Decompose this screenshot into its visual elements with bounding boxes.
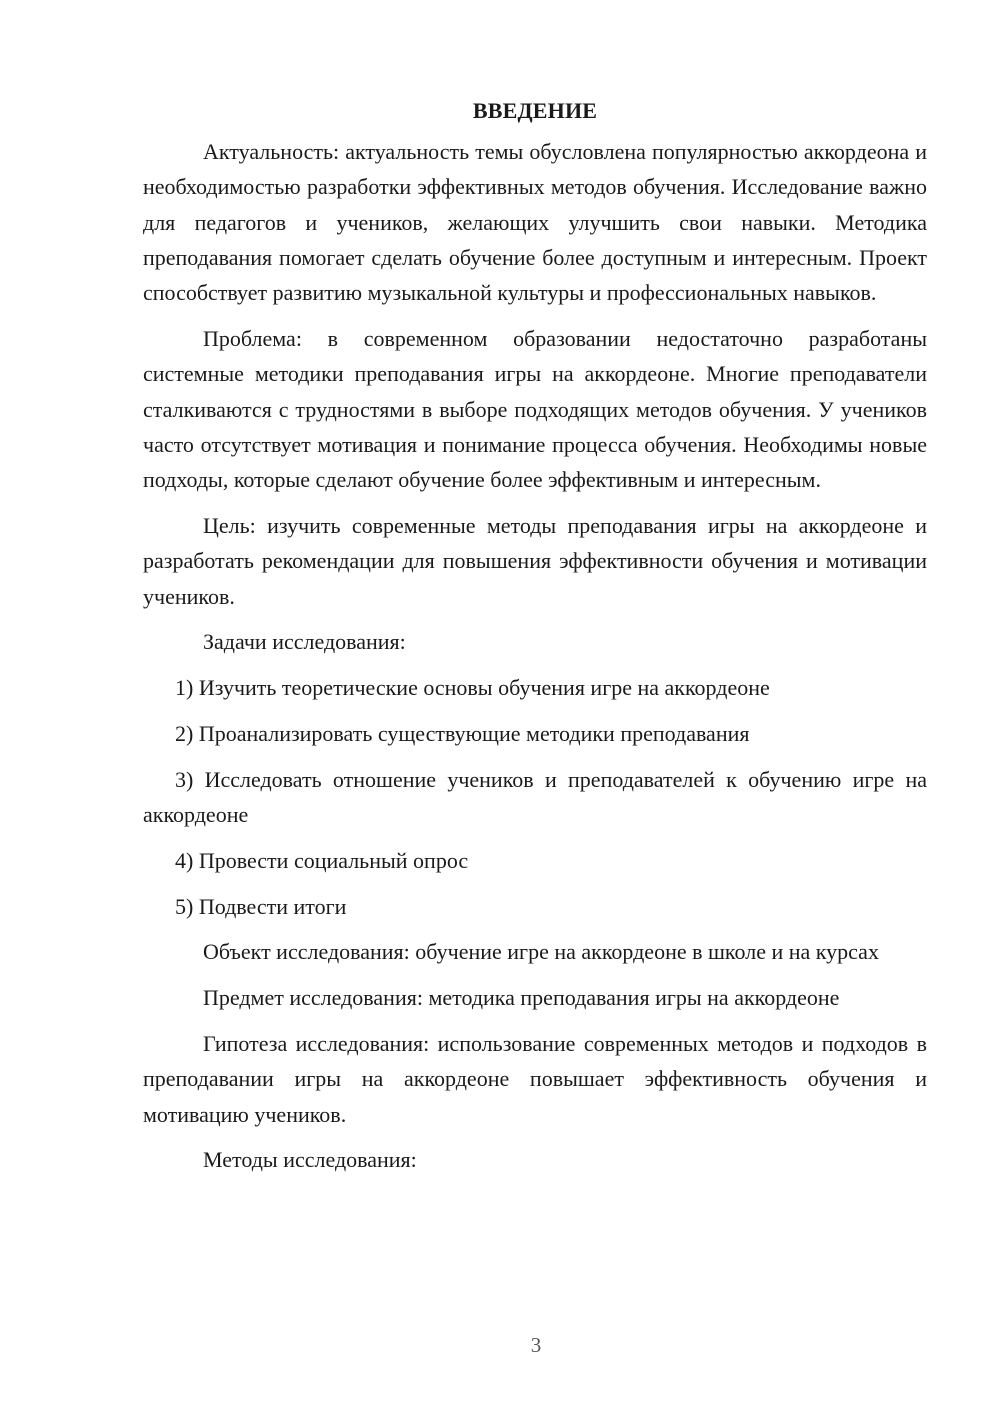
paragraph-methods: Методы исследования: bbox=[203, 1147, 417, 1173]
section-heading: ВВЕДЕНИЕ bbox=[472, 98, 598, 123]
paragraph-relevance: Актуальность: актуальность темы обусловлена популярностью аккордеона и необходимостью разработки эффективных методов обучения. Исследование важно для педагогов и учеников, желающих улучшить свои навыки. Методика преподавания помогает сделать обучение более доступным и интересным. Проект способствует развитию музыкальной культуры и профессиональных навыков. bbox=[143, 139, 927, 306]
list-item: 4) Провести социальный опрос bbox=[175, 847, 469, 873]
paragraph-hypothesis: Гипотеза исследования: использование современных методов и подходов в преподавании игры на аккордеоне повышает эффективность обучения и мотивацию учеников. bbox=[143, 1031, 927, 1127]
list-item: 1) Изучить теоретические основы обучения игре на аккордеоне bbox=[175, 675, 770, 701]
paragraph-goal: Цель: изучить современные методы преподавания игры на аккордеоне и разработать рекомендации для повышения эффективности обучения и мотивации учеников. bbox=[143, 512, 927, 609]
paragraph-subject: Предмет исследования: методика преподавания игры на аккордеоне bbox=[203, 985, 840, 1011]
list-item: 3) Исследовать отношение учеников и преподавателей к обучению игре на аккордеоне bbox=[143, 766, 927, 828]
paragraph-problem: Проблема: в современном образовании недостаточно разработаны системные методики преподавания игры на аккордеоне. Многие преподаватели сталкиваются с трудностями в выборе подходящих методов обучения. У учеников часто отсутствует мотивация и понимание процесса обучения. Необходимы новые подходы, которые сделают обучение более эффективным и интересным. bbox=[143, 325, 927, 493]
page-body bbox=[143, 93, 927, 1188]
list-item: 2) Проанализировать существующие методики преподавания bbox=[175, 720, 750, 746]
paragraph-tasks-heading: Задачи исследования: bbox=[203, 629, 406, 655]
page-number: 3 bbox=[530, 1333, 542, 1357]
paragraph-object: Объект исследования: обучение игре на аккордеоне в школе и на курсах bbox=[203, 939, 879, 965]
list-item: 5) Подвести итоги bbox=[175, 893, 347, 919]
